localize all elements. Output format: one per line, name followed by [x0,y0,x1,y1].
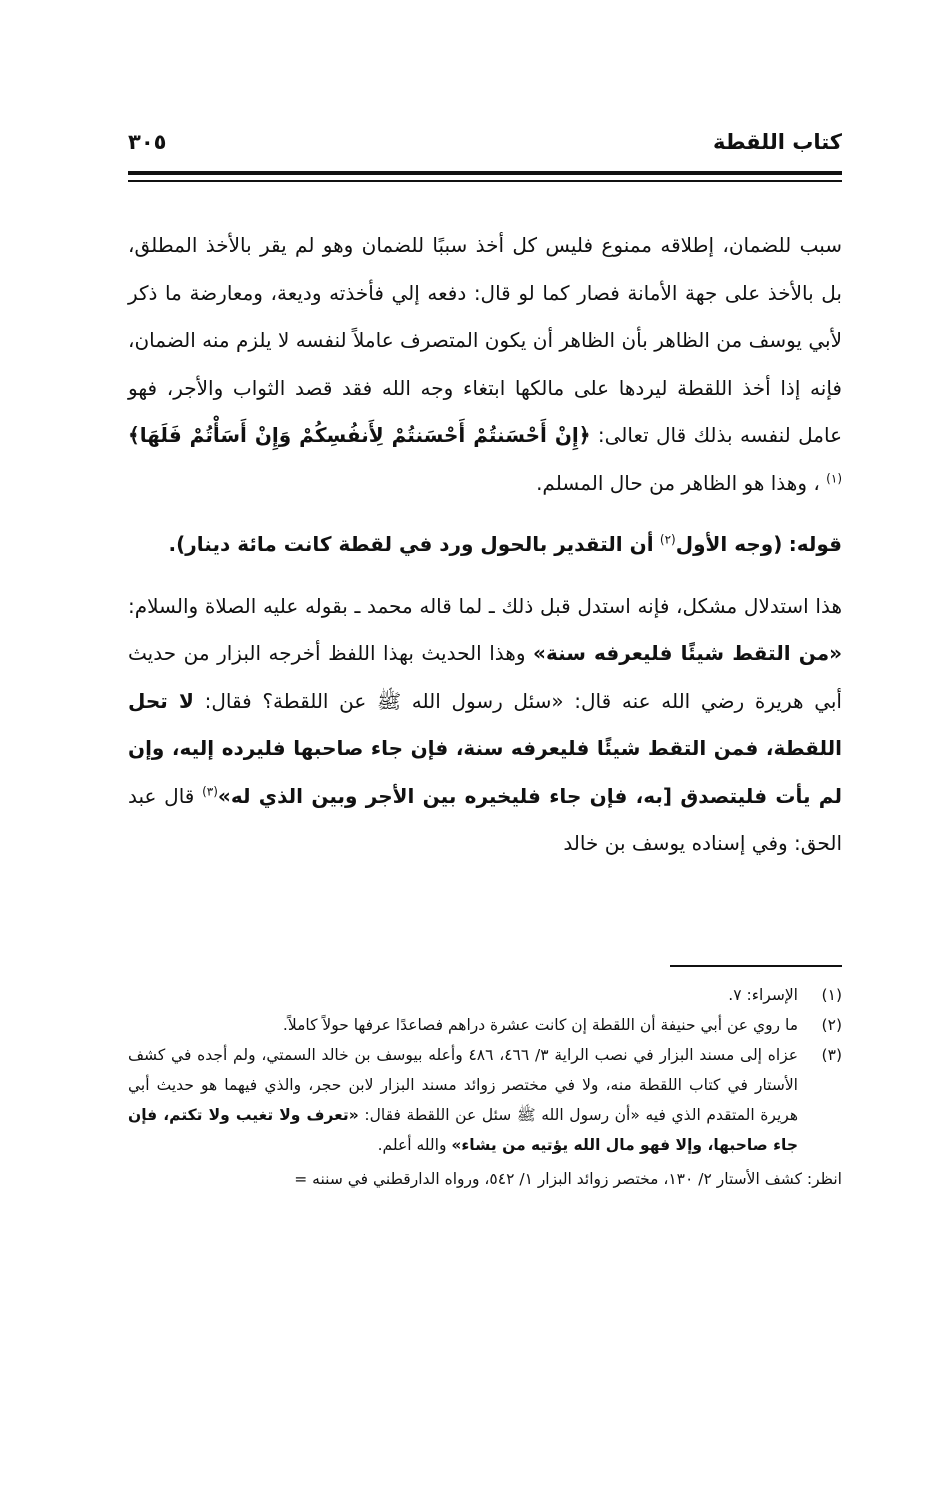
paragraph-1-text: سبب للضمان، إطلاقه ممنوع فليس كل أخذ سببًا للضمان وهو لم يقر بالأخذ المطلق، بل بالأخذ على جهة الأمانة فصار كما لو قال: دفعه إلي فأخذته وديعة، ومعارضة ما ذكر لأبي يوسف من الظاهر بأن الظاهر أن يكون المتصرف عاملاً لنفسه لا يلزم منه الضمان، فإنه إذا أخذ اللقطة ليردها على مالكها ابتغاء وجه الله فقد قصد الثواب والأجر، فهو عامل لنفسه بذلك قال تعالى: [128,233,843,447]
footnote-text: عزاه إلى مسند البزار في نصب الراية ٣/ ٤٦٦، ٤٨٦ وأعله بيوسف بن خالد السمتي، ولم أجده في كشف الأستار في كتاب اللقطة منه، ولا في مختصر زوائد مسند البزار لابن حجر، والذي فيهما هو حديث أبي هريرة المتقدم الذي فيه «أن رسول الله ﷺ سئل عن اللقطة فقال: [128,1046,799,1124]
header-rule-thin [128,180,842,182]
footnote-2 [128,1010,842,1040]
footnote-hadith: «تعرف ولا تغيب ولا تكتم، فإن جاء صاحبها، وإلا فهو مال الله يؤتيه من يشاء» [128,1106,798,1154]
footnote-ref-2[interactable]: (٢) [659,532,676,547]
page-number: ٣٠٥ [128,130,167,154]
quran-verse: ﴿إِنْ أَحْسَنتُمْ أَحْسَنتُمْ لِأَنفُسِكُمْ وَإِنْ أَسَأْتُمْ فَلَهَا﴾ [128,423,591,447]
paragraph-2-quote-a: (وجه الأول [675,532,783,556]
footnote-continuation: انظر: كشف الأستار ٢/ ١٣٠، مختصر زوائد البزار ١/ ٥٤٢، ورواه الدارقطني في سننه = [294,1170,842,1188]
footnote-1 [128,980,842,1010]
paragraph-2 [128,521,842,569]
paragraph-3-text-a: هذا استدلال مشكل، فإنه استدل قبل ذلك ـ لما قاله محمد ـ بقوله عليه الصلاة والسلام: [128,593,842,618]
main-text [128,222,842,868]
footnote-text: ما روي عن أبي حنيفة أن اللقطة إن كانت عشرة دراهم فصاعدًا عرفها حولاً كاملاً. [282,1016,798,1034]
footnote-ref-1[interactable]: (١) [826,470,842,485]
hadith-quote-1: «من التقط شيئًا فليعرفه سنة» [533,641,843,665]
footnote-separator [670,965,842,967]
footnote-text-end: والله أعلم. [377,1136,447,1154]
paragraph-1 [128,222,842,507]
footnotes [128,980,842,1194]
footnote-ref-3[interactable]: (٣) [202,783,218,798]
footnote-3 [128,1040,842,1160]
page-header [128,128,842,162]
footnote-number: (٢) [821,1016,842,1034]
paragraph-3 [128,583,842,868]
footnote-text: الإسراء: ٧. [728,986,798,1004]
hadith-quote-2: لا تحل اللقطة، فمن التقط شيئًا فليعرفه سنة، فإن جاء صاحبها فليرده إليه، وإن لم يأت فليتصدق [به، فإن جاء فليخيره بين الأجر وبين الذي له» [128,688,842,808]
running-title: كتاب اللقطة [712,130,842,154]
paragraph-3-text-b: وهذا الحديث بهذا اللفظ أخرجه البزار من حديث أبي هريرة رضي الله عنه قال: «سئل رسول الله ﷺ عن اللقطة؟ فقال: [128,641,842,713]
paragraph-1-end: ، وهذا هو الظاهر من حال المسلم. [536,470,820,495]
footnote-number: (١) [821,986,842,1004]
footnote-number: (٣) [821,1046,842,1064]
header-rule-thick [128,171,842,175]
paragraph-3-text-c: قال عبد الحق: وفي إسناده يوسف بن خالد [128,783,842,855]
paragraph-2-quote-b: أن التقدير بالحول ورد في لقطة كانت مائة دينار). [168,532,654,556]
paragraph-2-intro: قوله: [788,532,842,556]
